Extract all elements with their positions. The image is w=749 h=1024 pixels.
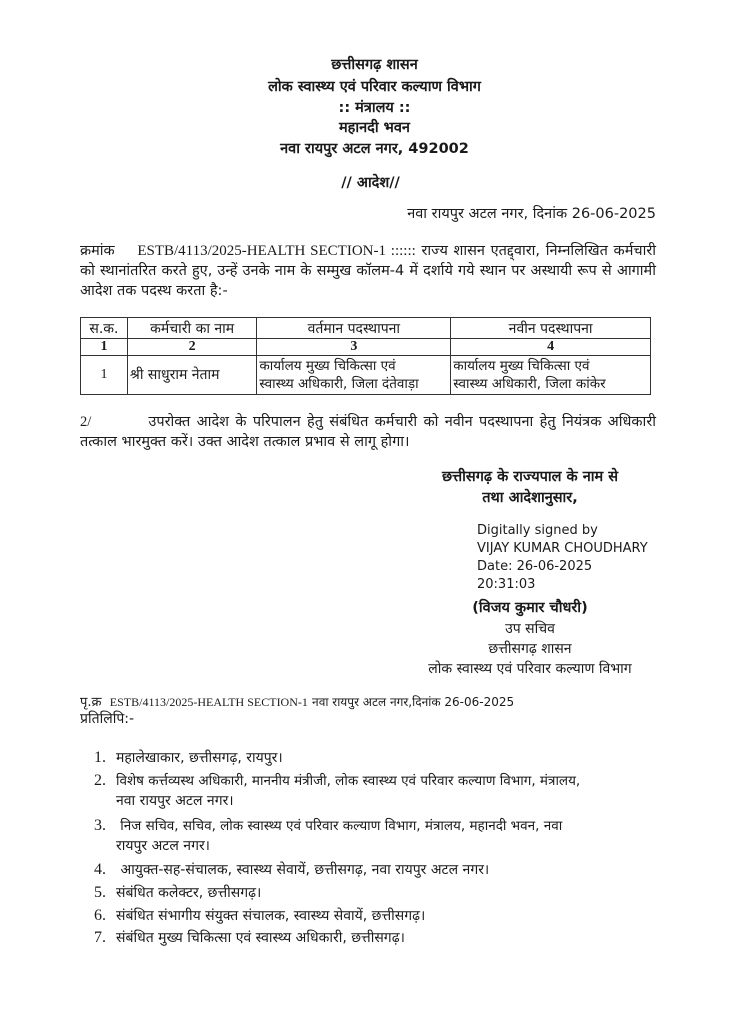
column-number-row xyxy=(81,339,651,356)
list-item-continuation xyxy=(94,791,234,812)
col-number: 3 xyxy=(257,339,451,356)
table-header-row xyxy=(81,318,651,339)
list-item xyxy=(94,859,489,881)
signatory-name: (विजय कुमार चौधरी) xyxy=(472,600,588,616)
intro-paragraph xyxy=(80,241,656,301)
col-header-new-posting: नवीन पदस्थापना xyxy=(451,318,651,339)
col-number: 1 xyxy=(81,339,128,356)
digital-signature-time: 20:31:03 xyxy=(477,577,536,592)
list-text: संबंधित संभागीय संयुक्त संचालक, स्वास्थ्य सेवायें, छत्तीसगढ़। xyxy=(116,908,426,924)
header-address: नवा रायपुर अटल नगर, 492002 xyxy=(280,141,469,157)
intro-text: राज्य शासन एतद्द्वारा, निम्नलिखित कर्मचारी को स्थानांतरित करते हुए, उन्हें उनके नाम के सम्मुख कॉलम-4 में दर्शाये गये स्थान पर अस्थायी रूप से आगामी आदेश तक पदस्थ करता है:- xyxy=(80,243,657,299)
col-header-name: कर्मचारी का नाम xyxy=(127,318,257,339)
col-number: 2 xyxy=(127,339,257,356)
list-item xyxy=(94,770,580,792)
list-number: 5. xyxy=(94,884,106,901)
signatory-department: लोक स्वास्थ्य एवं परिवार कल्याण विभाग xyxy=(428,661,632,677)
new-posting-line1: कार्यालय मुख्य चिकित्सा एवं xyxy=(453,358,590,374)
order-title: // आदेश// xyxy=(341,175,400,191)
list-number: 3. xyxy=(94,817,106,834)
authority-line1: छत्तीसगढ़ के राज्यपाल के नाम से xyxy=(441,469,619,485)
list-item xyxy=(94,882,261,904)
row-employee-name: श्री साधुराम नेताम xyxy=(127,356,257,395)
paragraph-number: 2/ xyxy=(80,414,92,430)
list-text: आयुक्त-सह-संचालक, स्वास्थ्य सेवायें, छत्तीसगढ़, नवा रायपुर अटल नगर। xyxy=(116,862,490,878)
col-number: 4 xyxy=(451,339,651,356)
new-posting-line2: स्वास्थ्य अधिकारी, जिला कांकेर xyxy=(453,376,606,392)
list-number: 1. xyxy=(94,749,106,766)
list-item xyxy=(94,905,425,927)
header-ministry: :: मंत्रालय :: xyxy=(338,100,411,116)
col-header-current-posting: वर्तमान पदस्थापना xyxy=(257,318,451,339)
current-posting-line1: कार्यालय मुख्य चिकित्सा एवं xyxy=(259,358,396,374)
current-posting-line2: स्वास्थ्य अधिकारी, जिला दंतेवाड़ा xyxy=(259,376,419,392)
order-reference: ESTB/4113/2025-HEALTH SECTION-1 :::::: xyxy=(137,243,416,259)
signatory-organization: छत्तीसगढ़ शासन xyxy=(488,641,572,657)
row-sno: 1 xyxy=(81,356,128,395)
list-text: नवा रायपुर अटल नगर। xyxy=(116,793,234,809)
digital-signature-signer: VIJAY KUMAR CHOUDHARY xyxy=(477,541,648,556)
list-text: संबंधित कलेक्टर, छत्तीसगढ़। xyxy=(116,885,262,901)
header-department: लोक स्वास्थ्य एवं परिवार कल्याण विभाग xyxy=(268,79,481,95)
endorsement-reference: ESTB/4113/2025-HEALTH SECTION-1 xyxy=(109,695,308,709)
list-item xyxy=(94,747,283,769)
authority-line2: तथा आदेशानुसार, xyxy=(482,490,578,506)
list-item xyxy=(94,815,562,837)
intro-label: क्रमांक xyxy=(80,243,115,259)
endorsement-place-date: नवा रायपुर अटल नगर,दिनांक 26-06-2025 xyxy=(312,695,515,709)
list-number: 7. xyxy=(94,929,106,946)
list-number: 4. xyxy=(94,861,106,878)
list-text: रायपुर अटल नगर। xyxy=(116,838,210,854)
list-number: 6. xyxy=(94,907,106,924)
header-building: महानदी भवन xyxy=(339,120,410,136)
endorsement-line xyxy=(80,693,514,712)
table-row xyxy=(81,356,651,395)
list-item xyxy=(94,927,405,949)
endorsement-label: पृ.क्र xyxy=(80,695,102,710)
list-text: निज सचिव, सचिव, लोक स्वास्थ्य एवं परिवार कल्याण विभाग, मंत्रालय, महानदी भवन, नवा xyxy=(116,818,563,834)
digital-signature-date: Date: 26-06-2025 xyxy=(477,559,593,574)
transfer-table xyxy=(80,317,651,395)
copy-to-label: प्रतिलिपि:- xyxy=(80,711,135,727)
paragraph-2-text: उपरोक्त आदेश के परिपालन हेतु संबंधित कर्मचारी को नवीन पदस्थापना हेतु नियंत्रक अधिकारी तत्काल भारमुक्त करें। उक्त आदेश तत्काल प्रभाव से लागू होगा। xyxy=(80,414,656,450)
list-number: 2. xyxy=(94,772,106,789)
paragraph-2 xyxy=(80,412,656,452)
list-text: विशेष कर्त्तव्यस्थ अधिकारी, माननीय मंत्रीजी, लोक स्वास्थ्य एवं परिवार कल्याण विभाग, मंत्रालय, xyxy=(116,773,581,789)
signatory-designation: उप सचिव xyxy=(505,621,555,637)
digital-signature-line1: Digitally signed by xyxy=(477,523,598,538)
list-text: संबंधित मुख्य चिकित्सा एवं स्वास्थ्य अधिकारी, छत्तीसगढ़। xyxy=(116,930,405,946)
col-header-sno: स.क. xyxy=(81,318,128,339)
list-item-continuation xyxy=(94,836,210,857)
place-date: नवा रायपुर अटल नगर, दिनांक 26-06-2025 xyxy=(407,206,656,222)
list-text: महालेखाकार, छत्तीसगढ़, रायपुर। xyxy=(116,750,283,766)
row-current-posting xyxy=(257,356,451,395)
header-government: छत्तीसगढ़ शासन xyxy=(331,57,418,73)
row-new-posting xyxy=(451,356,651,395)
